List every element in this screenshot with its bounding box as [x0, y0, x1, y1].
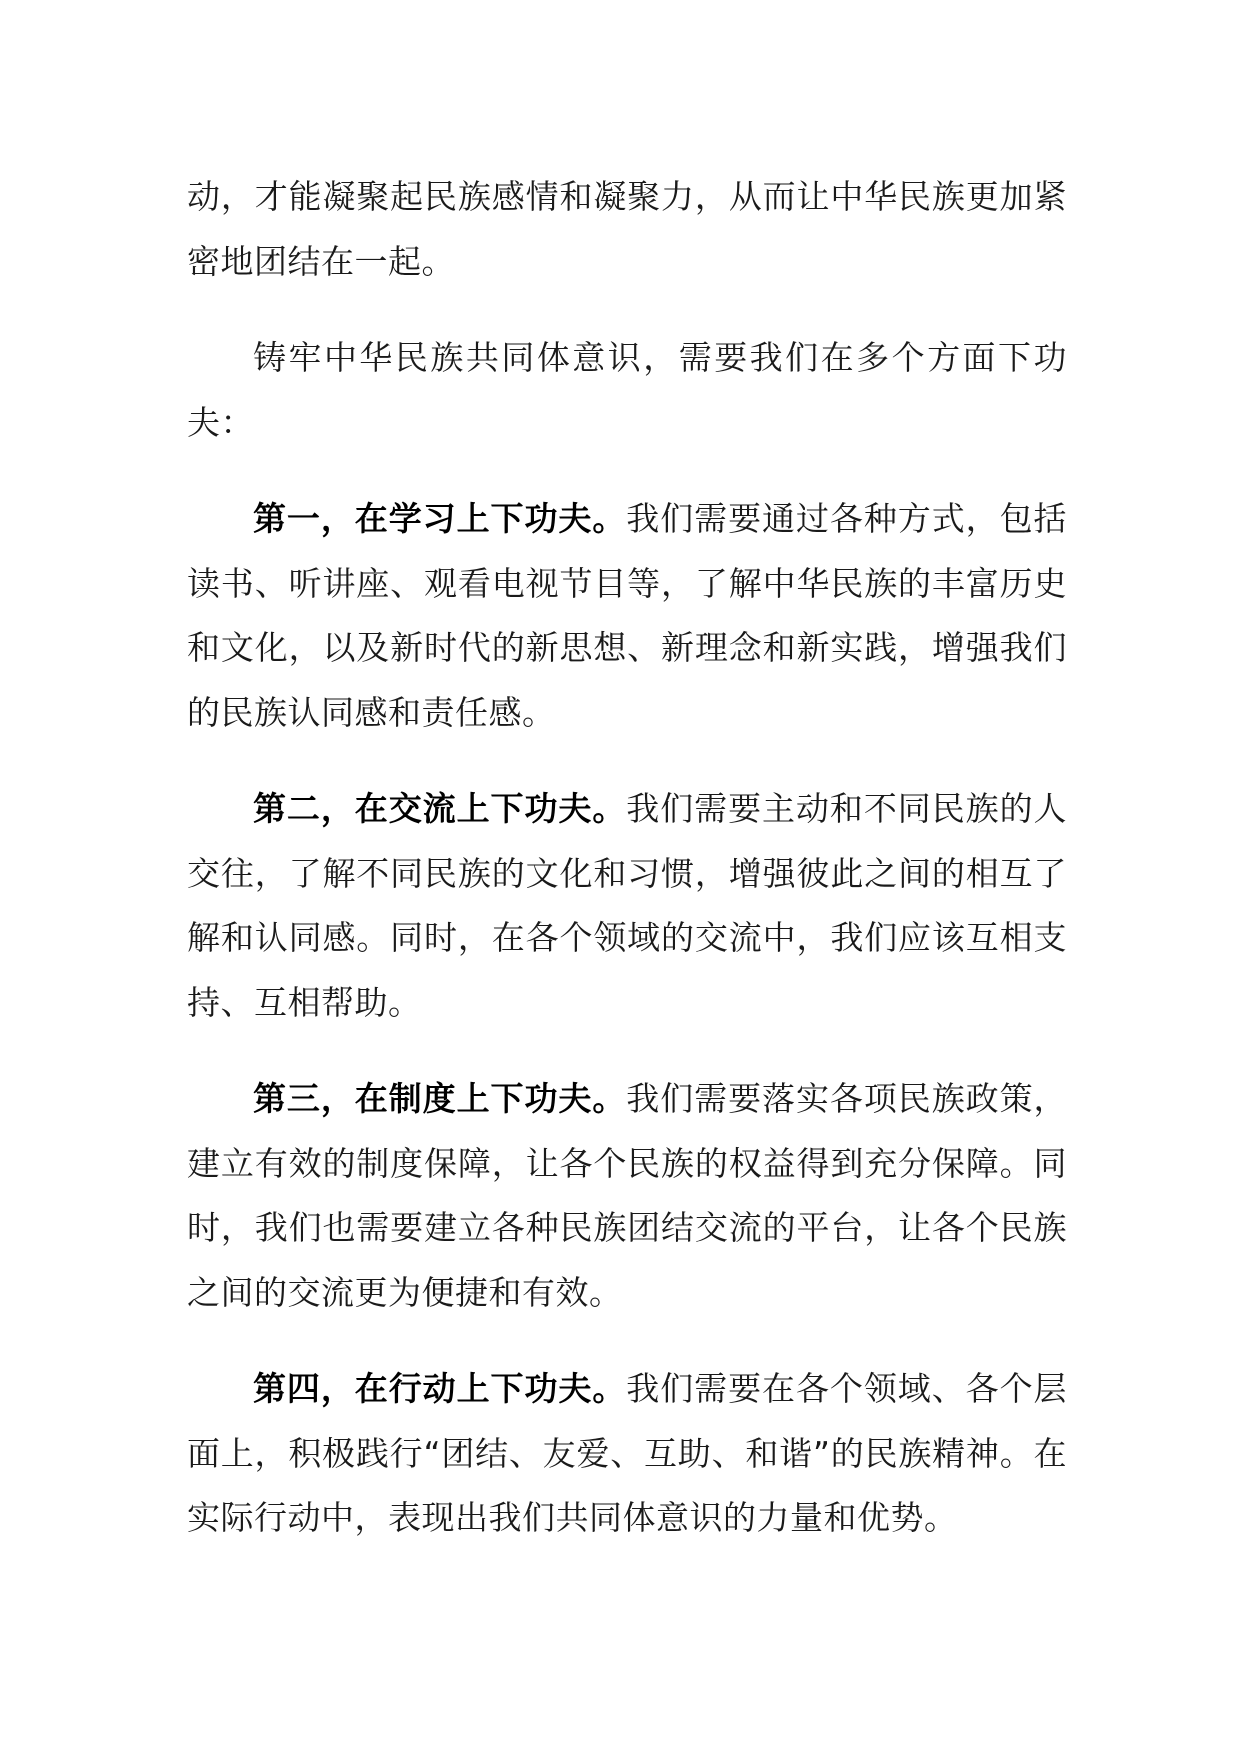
paragraph-continuation — [187, 165, 1067, 294]
paragraph-lead: 第二，在交流上下功夫。 — [253, 789, 627, 828]
document-page — [187, 165, 1067, 1583]
paragraph-text: 动，才能凝聚起民族感情和凝聚力，从而让中华民族更加紧密地团结在一起。 — [187, 177, 1067, 281]
paragraph-point-3 — [187, 1067, 1067, 1325]
paragraph-lead: 第四，在行动上下功夫。 — [253, 1369, 627, 1408]
paragraph-intro — [187, 326, 1067, 455]
paragraph-point-1 — [187, 487, 1067, 745]
paragraph-point-4 — [187, 1357, 1067, 1551]
paragraph-text: 我们需要在各个领域、各个层面上，积极践行“团结、友爱、互助、和谐”的民族精神。在实际行动中，表现出我们共同体意识的力量和优势。 — [187, 1369, 1068, 1537]
paragraph-text: 我们需要主动和不同民族的人交往，了解不同民族的文化和习惯，增强彼此之间的相互了解和认同感。同时，在各个领域的交流中，我们应该互相支持、互相帮助。 — [187, 789, 1068, 1022]
paragraph-text: 我们需要通过各种方式，包括读书、听讲座、观看电视节目等，了解中华民族的丰富历史和文化，以及新时代的新思想、新理念和新实践，增强我们的民族认同感和责任感。 — [187, 499, 1068, 732]
paragraph-lead: 第一，在学习上下功夫。 — [253, 499, 627, 538]
paragraph-lead: 第三，在制度上下功夫。 — [253, 1079, 627, 1118]
paragraph-text: 铸牢中华民族共同体意识，需要我们在多个方面下功夫： — [187, 338, 1067, 442]
paragraph-text: 我们需要落实各项民族政策，建立有效的制度保障，让各个民族的权益得到充分保障。同时，我们也需要建立各种民族团结交流的平台，让各个民族之间的交流更为便捷和有效。 — [187, 1079, 1068, 1312]
paragraph-point-2 — [187, 777, 1067, 1035]
